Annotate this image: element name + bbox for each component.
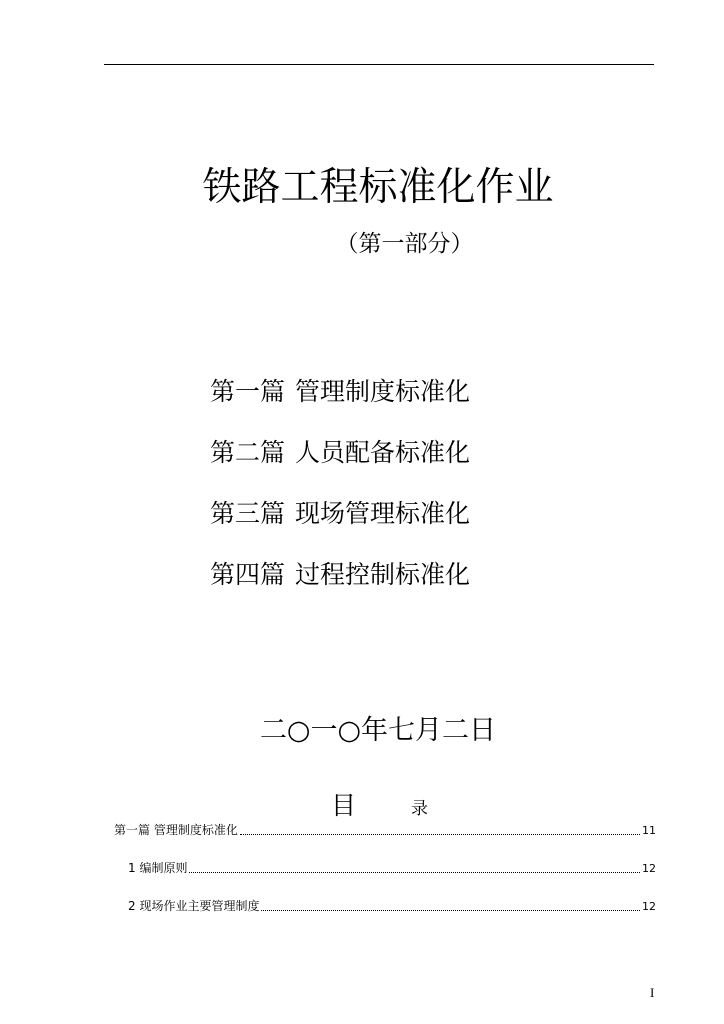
part-item xyxy=(210,557,610,618)
part-number: 第一篇 xyxy=(210,377,286,406)
toc-entry[interactable] xyxy=(114,896,656,916)
part-name: 现场管理标准化 xyxy=(295,499,471,528)
toc-entry-label: 2 现场作业主要管理制度 xyxy=(128,899,260,913)
toc-heading-char-1: 目 xyxy=(331,791,357,820)
toc-heading xyxy=(0,786,724,820)
part-item xyxy=(210,374,610,435)
table-of-contents xyxy=(114,820,656,916)
part-number: 第四篇 xyxy=(210,560,286,589)
toc-entry-label: 1 编制原则 xyxy=(128,861,188,875)
header-rule xyxy=(104,64,654,65)
toc-leader-dots xyxy=(240,834,640,835)
part-number: 第二篇 xyxy=(210,438,286,467)
part-name: 过程控制标准化 xyxy=(295,560,471,589)
toc-entry-label: 第一篇 管理制度标准化 xyxy=(114,823,238,837)
toc-leader-dots xyxy=(189,872,640,873)
toc-heading-char-2: 录 xyxy=(411,799,428,819)
document-title: 铁路工程标准化作业 xyxy=(202,165,554,210)
document-subtitle: （第一部分） xyxy=(335,231,474,257)
document-date: 二○一○年七月二日 xyxy=(259,715,497,746)
toc-entry-page: 12 xyxy=(642,862,656,875)
part-name: 人员配备标准化 xyxy=(295,438,471,467)
toc-leader-dots xyxy=(261,910,640,911)
page-number: I xyxy=(650,985,655,1000)
toc-entry[interactable] xyxy=(114,858,656,878)
part-number: 第三篇 xyxy=(210,499,286,528)
toc-entry[interactable] xyxy=(114,820,656,840)
part-item xyxy=(210,496,610,557)
part-name: 管理制度标准化 xyxy=(295,377,471,406)
parts-list xyxy=(210,374,610,618)
toc-entry-page: 11 xyxy=(642,824,656,837)
part-item xyxy=(210,435,610,496)
toc-entry-page: 12 xyxy=(642,900,656,913)
